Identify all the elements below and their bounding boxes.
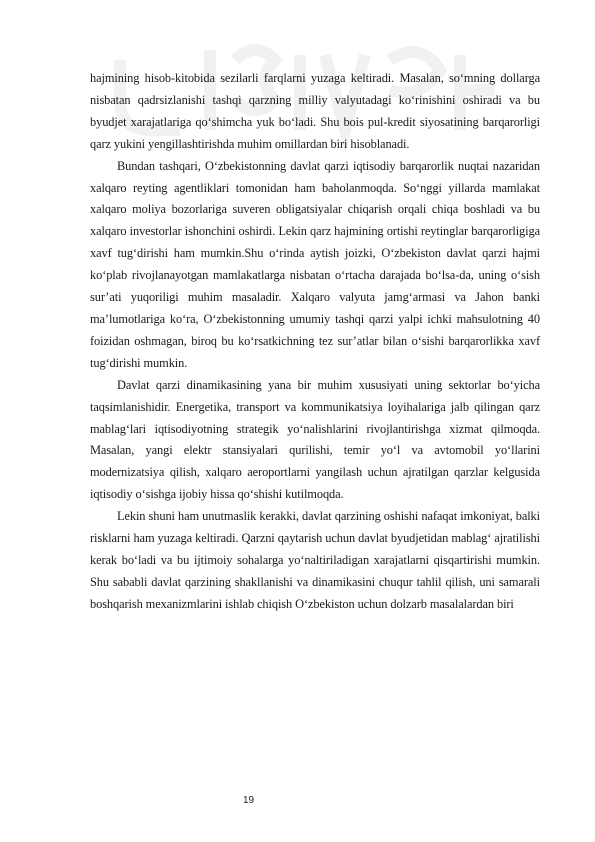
document-body [90, 68, 540, 616]
paragraph-2: Bundan tashqari, O‘zbekistonning davlat qarzi iqtisodiy barqarorlik nuqtai nazaridan xalqaro reyting agentliklari tomonidan ham baholanmoqda. So‘nggi yillarda mamlakat xalqaro moliya bozorlariga suveren obligatsiyalar chiqarish orqali chiqa boshladi va bu xalqaro investorlar ishonchini oshirdi. Lekin qarz hajmining ortishi reytinglar barqarorligiga xavf tug‘dirishi ham mumkin.Shu o‘rinda aytish joizki, O‘zbekiston davlat qarzi hajmi ko‘plab rivojlanayotgan mamlakatlarga nisbatan o‘rtacha darajada bo‘lsa-da, uning o‘sish sur’ati yuqoriligi muhim masaladir. Xalqaro valyuta jamg‘armasi va Jahon banki ma’lumotlariga ko‘ra, O‘zbekistonning umumiy tashqi qarzi yalpi ichki mahsulotning 40 foizidan oshmagan, biroq bu ko‘rsatkichning tez sur’atlar bilan o‘sishi barqarorlikka xavf tug‘dirishi mumkin. [90, 158, 540, 370]
paragraph-3: Davlat qarzi dinamikasining yana bir muhim xususiyati uning sektorlar bo‘yicha taqsimlanishidir. Energetika, transport va kommunikatsiya loyihalariga jalb qilingan qarz mablag‘lari iqtisodiyotning strategik yo‘nalishlarini rivojlantirishga xizmat qilmoqda. Masalan, yangi elektr stansiyalari qurilishi, temir yo‘l va avtomobil yo‘llarini modernizatsiya qilish, xalqaro aeroportlarni yangilash uchun ajratilgan qarzlar kelgusida iqtisodiy o‘sishga ijobiy hissa qo‘shishi kutilmoqda. [90, 377, 540, 502]
paragraph-4: Lekin shuni ham unutmaslik kerakki, davlat qarzining oshishi nafaqat imkoniyat, balki risklarni ham yuzaga keltiradi. Qarzni qaytarish uchun davlat byudjetidan mablag‘ ajratilishi kerak bo‘ladi va bu ijtimoiy sohalarga yo‘naltiriladigan xarajatlarni qisqartirishi mumkin. Shu sababli davlat qarzining shakllanishi va dinamikasini chuqur tahlil qilish, uni samarali boshqarish mexanizmlarini ishlab chiqish O‘zbekiston uchun dolzarb masalalardan biri [90, 509, 540, 611]
paragraph-1: hajmining hisob-kitobida sezilarli farqlarni yuzaga keltiradi. Masalan, so‘mning dollarga nisbatan qadrsizlanishi tashqi qarzning milliy valyutadagi ko‘rinishini oshiradi va bu byudjet xarajatlariga qo‘shimcha yuk bo‘ladi. Shu bois pul-kredit siyosatining barqarorligi qarz yukini yengillashtirishda muhim omillardan biri hisoblanadi. [90, 71, 540, 151]
page-number: 19 [243, 795, 255, 806]
